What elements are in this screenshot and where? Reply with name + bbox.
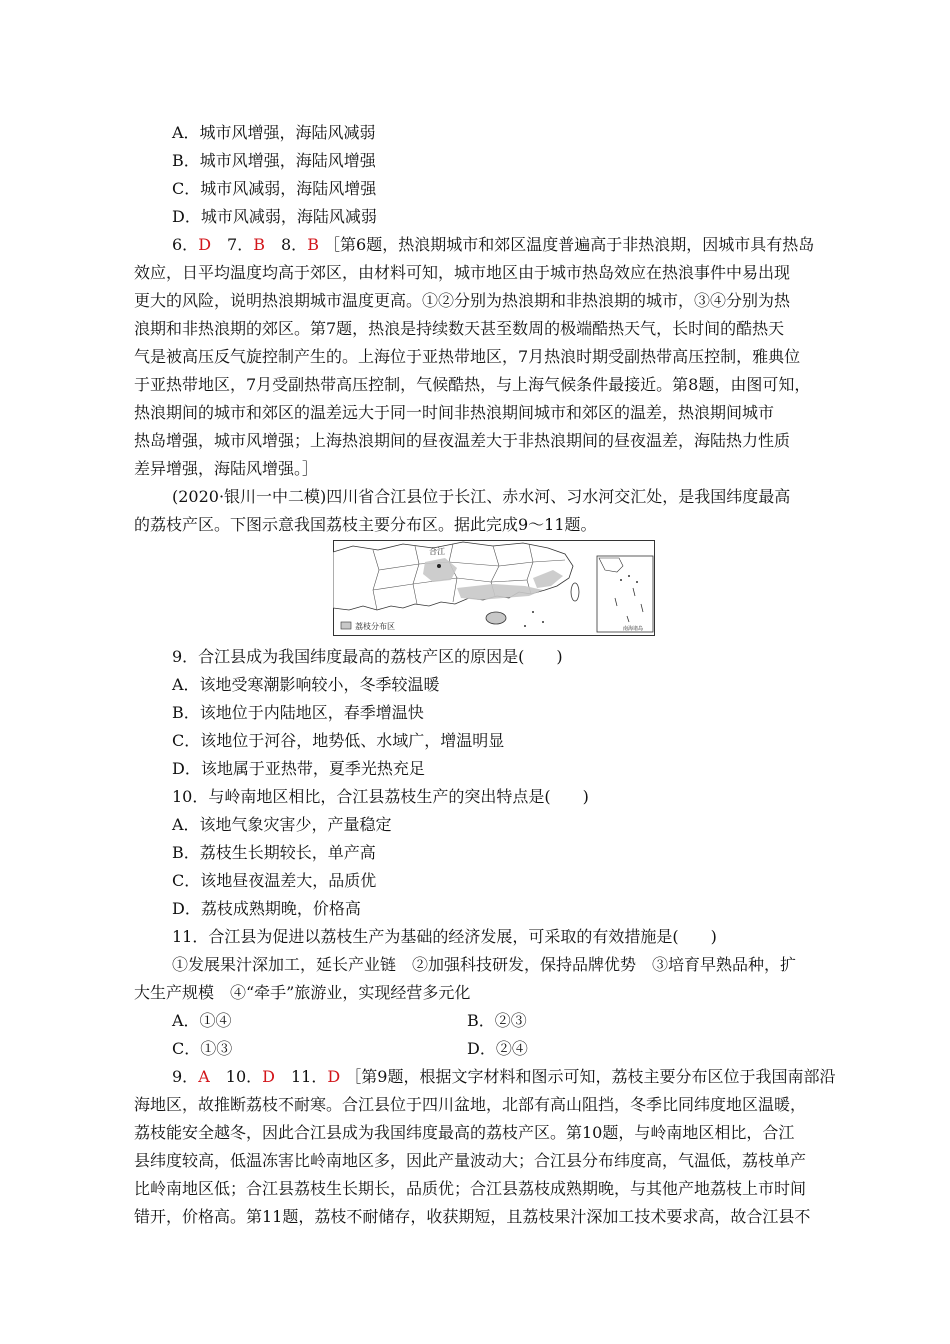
explanation-text: 海地区，故推断荔枝不耐寒。合江县位于四川盆地，北部有高山阻挡，冬季比同纬度地区温暖， [134,1095,807,1114]
answer-number-6: 6． [172,235,199,254]
explanation-text: ［第9题，根据文字材料和图示可知，荔枝主要分布区位于我国南部沿 [345,1067,836,1086]
answer-letter-9: A [198,1067,210,1086]
explanation-text: 错开，价格高。第11题，荔枝不耐储存，收获期短，且荔枝果汁深加工技术要求高，故合江县不 [134,1207,811,1226]
answer-number-10: 10． [225,1067,263,1086]
answer-number-8: 8． [281,235,308,254]
intro-text: (2020·银川一中二模)四川省合江县位于长江、赤水河、习水河交汇处，是我国纬度最高 [172,487,791,506]
map-place-label: 合江 [429,547,445,556]
intro-text: 的荔枝产区。下图示意我国荔枝主要分布区。据此完成9～11题。 [134,515,597,534]
option-10d: D．荔枝成熟期晚，价格高 [172,899,361,918]
option-11d: D．②④ [467,1039,528,1058]
option-5b: B．城市风增强，海陆风增强 [172,151,376,170]
question-10-stem: 10．与岭南地区相比，合江县荔枝生产的突出特点是( ) [172,787,589,806]
explanation-text: 县纬度较高，低温冻害比岭南地区多，因此产量波动大；合江县分布纬度高，气温低，荔枝单产 [134,1151,807,1170]
answer-letter-10: D [262,1067,275,1086]
answer-number-7: 7． [227,235,254,254]
option-10a: A．该地气象灾害少，产量稳定 [172,815,392,834]
answer-letter-11: D [327,1067,341,1086]
explanation-text: ［第6题，热浪期城市和郊区温度普遍高于非热浪期，因城市具有热岛 [324,235,815,254]
explanation-text: 热浪期间的城市和郊区的温差远大于同一时间非热浪期间城市和郊区的温差，热浪期间城市 [134,403,775,422]
answer-line-9-11 [172,1067,835,1087]
option-9a: A．该地受寒潮影响较小，冬季较温暖 [172,675,440,694]
question-11-stem: 11．合江县为促进以荔枝生产为基础的经济发展，可采取的有效措施是( ) [172,927,717,946]
option-10b: B．荔枝生长期较长，单产高 [172,843,376,862]
answer-number-9: 9． [172,1067,199,1086]
option-5a: A．城市风增强，海陆风减弱 [172,123,376,142]
explanation-text: 浪期和非热浪期的郊区。第7题，热浪是持续数天甚至数周的极端酷热天气，长时间的酷热天 [134,319,785,338]
answer-number-11: 11． [290,1067,328,1086]
explanation-text: 于亚热带地区，7月受副热带高压控制，气候酷热，与上海气候条件最接近。第8题，由图可知， [134,375,811,394]
answer-letter-6: D [198,235,212,254]
lychee-distribution-map [333,540,655,636]
option-5d: D．城市风减弱，海陆风减弱 [172,207,377,226]
explanation-text: 热岛增强，城市风增强；上海热浪期间的昼夜温差大于非热浪期间的昼夜温差，海陆热力性质 [134,431,791,450]
answer-letter-8: B [307,235,319,254]
answer-line-6-8 [172,235,814,255]
explanation-text: 效应，日平均温度均高于郊区，由材料可知，城市地区由于城市热岛效应在热浪事件中易出现 [134,263,791,282]
explanation-text: 更大的风险，说明热浪期城市温度更高。①②分别为热浪期和非热浪期的城市，③④分别为热 [134,291,791,310]
option-9c: C．该地位于河谷，地势低、水域广，增温明显 [172,731,505,750]
question-11-measures: 大生产规模 ④“牵手”旅游业，实现经营多元化 [134,983,471,1002]
option-11c: C．①③ [172,1039,233,1058]
question-11-measures: ①发展果汁深加工，延长产业链 ②加强科技研发，保持品牌优势 ③培育早熟品种，扩 [172,955,797,974]
option-9d: D．该地属于亚热带，夏季光热充足 [172,759,425,778]
explanation-text: 气是被高压反气旋控制产生的。上海位于亚热带地区，7月热浪时期受副热带高压控制，雅典位 [134,347,801,366]
explanation-text: 荔枝能安全越冬，因此合江县成为我国纬度最高的荔枝产区。第10题，与岭南地区相比，合江 [134,1123,795,1142]
question-9-stem: 9．合江县成为我国纬度最高的荔枝产区的原因是( ) [172,647,563,666]
explanation-text: 差异增强，海陆风增强。］ [134,459,319,478]
option-11a: A．①④ [172,1011,232,1030]
option-5c: C．城市风减弱，海陆风增强 [172,179,377,198]
option-11b: B．②③ [467,1011,527,1030]
legend-label: 荔枝分布区 [355,622,395,631]
answer-letter-7: B [253,235,265,254]
inset-label: 南海诸岛 [623,626,644,632]
option-10c: C．该地昼夜温差大，品质优 [172,871,377,890]
option-9b: B．该地位于内陆地区，春季增温快 [172,703,424,722]
explanation-text: 比岭南地区低；合江县荔枝生长期长，品质优；合江县荔枝成熟期晚，与其他产地荔枝上市时间 [134,1179,807,1198]
